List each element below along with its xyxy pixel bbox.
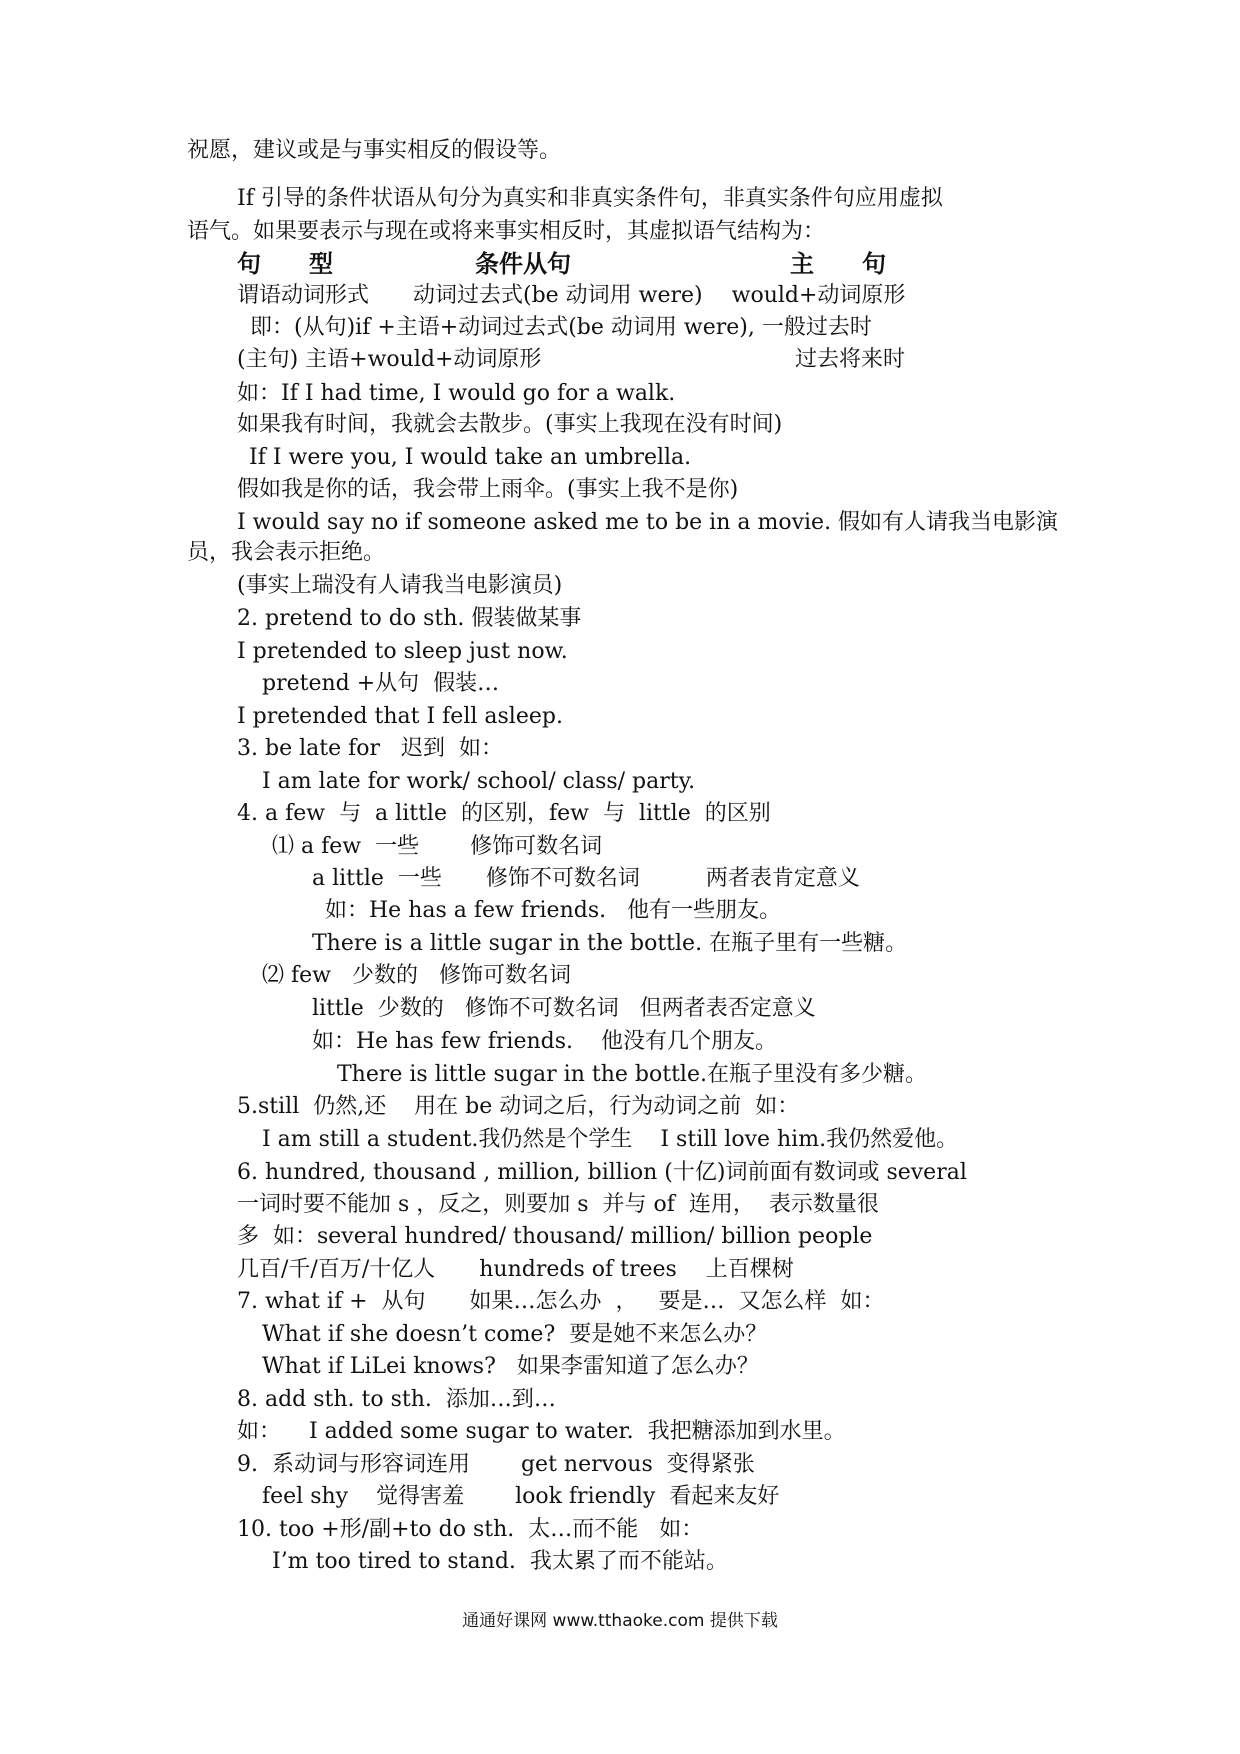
text-line: I pretended that I fell asleep.: [237, 704, 563, 729]
text-line: feel shy 觉得害羞 look friendly 看起来友好: [262, 1484, 780, 1509]
text-line: If 引导的条件状语从句分为真实和非真实条件句，非真实条件句应用虚拟: [237, 186, 943, 211]
text-line: 过去将来时: [795, 347, 906, 372]
text-line: 6. hundred, thousand , million, billion (十亿)词前面有数词或 several: [237, 1160, 967, 1185]
page-footer: 通通好课网 www.tthaoke.com 提供下载: [462, 1611, 778, 1631]
text-line: pretend +从句 假装…: [262, 671, 500, 696]
text-line: ⑵ few 少数的 修饰可数名词: [262, 963, 571, 988]
text-line: 8. add sth. to sth. 添加…到…: [237, 1387, 556, 1412]
text-line: What if LiLei knows? 如果李雷知道了怎么办？: [262, 1354, 759, 1379]
text-line: If I were you, I would take an umbrella.: [249, 445, 692, 470]
table-header-sentence-type: 句 型: [237, 249, 333, 278]
text-line: 2. pretend to do sth. 假装做某事: [237, 606, 582, 631]
text-line: 一词时要不能加 s ，反之，则要加 s 并与 of 连用， 表示数量很: [237, 1192, 879, 1217]
text-line: 4. a few 与 a little 的区别，few 与 little 的区别: [237, 801, 771, 826]
text-line: There is a little sugar in the bottle. 在瓶子里有一些糖。: [312, 931, 908, 956]
text-line: little 少数的 修饰不可数名词 但两者表否定意义: [312, 996, 816, 1021]
text-line: 即：(从句)if +主语+动词过去式(be 动词用 were), 一般过去时: [250, 315, 872, 340]
text-line: 如：If I had time, I would go for a walk.: [237, 381, 676, 406]
text-line: 谓语动词形式 动词过去式(be 动词用 were) would+动词原形: [237, 283, 906, 308]
text-line: 如果我有时间，我就会去散步。(事实上我现在没有时间): [237, 412, 783, 437]
table-header-main-clause: 主 句: [790, 249, 886, 278]
text-line: (主句) 主语+would+动词原形: [237, 347, 542, 372]
text-line: 员，我会表示拒绝。: [187, 540, 386, 565]
text-line: 10. too +形/副+to do sth. 太…而不能 如：: [237, 1517, 704, 1542]
text-line: 9. 系动词与形容词连用 get nervous 变得紧张: [237, 1452, 755, 1477]
text-line: ⑴ a few 一些 修饰可数名词: [272, 834, 603, 859]
text-line: 如： I added some sugar to water. 我把糖添加到水里。: [237, 1419, 846, 1444]
table-header-condition-clause: 条件从句: [475, 249, 571, 278]
text-line: I am still a student.我仍然是个学生 I still love him.我仍然爱他。: [262, 1127, 959, 1152]
text-line: There is little sugar in the bottle.在瓶子里没有多少糖。: [337, 1062, 927, 1087]
text-line: (事实上瑞没有人请我当电影演员): [237, 573, 563, 598]
text-line: a little 一些 修饰不可数名词 两者表肯定意义: [312, 866, 860, 891]
text-line: I pretended to sleep just now.: [237, 639, 568, 664]
text-line: What if she doesn’t come? 要是她不来怎么办？: [262, 1322, 768, 1347]
text-line: I’m too tired to stand. 我太累了而不能站。: [272, 1549, 728, 1574]
text-line: 语气。如果要表示与现在或将来事实相反时，其虚拟语气结构为：: [187, 219, 826, 244]
text-line: 如：He has a few friends. 他有一些朋友。: [325, 898, 782, 923]
text-line: 如：He has few friends. 他没有几个朋友。: [312, 1029, 777, 1054]
text-line: 多 如：several hundred/ thousand/ million/ billion people: [237, 1224, 873, 1249]
text-line: I would say no if someone asked me to be in a movie. 假如有人请我当电影演: [237, 510, 1059, 535]
text-line: 3. be late for 迟到 如：: [237, 736, 503, 761]
text-line: 几百/千/百万/十亿人 hundreds of trees 上百棵树: [237, 1257, 794, 1282]
text-line: 5.still 仍然,还 用在 be 动词之后，行为动词之前 如：: [237, 1094, 800, 1119]
text-line: 祝愿，建议或是与事实相反的假设等。: [187, 138, 562, 163]
text-line: I am late for work/ school/ class/ party.: [262, 769, 696, 794]
text-line: 7. what if + 从句 如果…怎么办 ， 要是… 又怎么样 如：: [237, 1289, 885, 1314]
text-line: 假如我是你的话，我会带上雨伞。(事实上我不是你): [237, 477, 739, 502]
